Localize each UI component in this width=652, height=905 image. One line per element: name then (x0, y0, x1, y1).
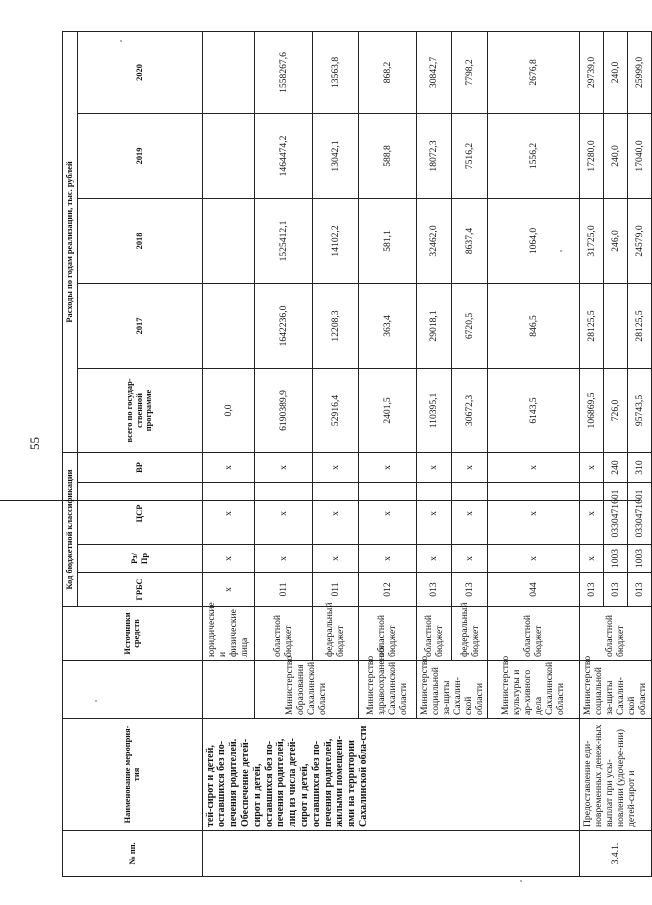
header-executor (63, 661, 203, 719)
y2018-cell: 32462,0 (416, 198, 452, 283)
source-cell: областной бюджет (254, 607, 312, 661)
header-row-1 (63, 31, 78, 876)
y2018-cell: 1064,0 (487, 198, 579, 283)
vr-cell: 240 (603, 452, 627, 482)
y2020-cell: 240,0 (603, 31, 627, 113)
rzpr-cell: x (452, 545, 488, 573)
grbs-cell: 012 (358, 573, 416, 607)
y2019-cell: 588,8 (358, 113, 416, 198)
y2020-cell: 7798,2 (452, 31, 488, 113)
csr-cell: x (358, 483, 416, 545)
header-rzpr: Рз/Пр (77, 545, 202, 573)
rzpr-cell: x (312, 545, 358, 573)
vr-cell: x (487, 452, 579, 482)
grbs-cell: 013 (603, 573, 627, 607)
header-year-2017: 2017 (77, 283, 202, 368)
header-source: Источники средств (63, 607, 203, 661)
y2020-cell: 30842,7 (416, 31, 452, 113)
rzpr-cell: x (416, 545, 452, 573)
y2017-cell (202, 283, 254, 368)
rzpr-cell: x (487, 545, 579, 573)
y2019-cell: 17280,0 (579, 113, 603, 198)
y2018-cell: 246,0 (603, 198, 627, 283)
y2018-cell (202, 198, 254, 283)
y2019-cell: 1464474,2 (254, 113, 312, 198)
y2019-cell (202, 113, 254, 198)
csr-cell: x (416, 483, 452, 545)
total-cell: 6190389,9 (254, 368, 312, 452)
header-name: Наименование мероприя-тия (63, 719, 203, 831)
executor-cell (202, 661, 254, 719)
grbs-cell: 013 (416, 573, 452, 607)
grbs-cell: 013 (627, 573, 651, 607)
csr-cell: x (579, 483, 603, 545)
y2017-cell: 12208,3 (312, 283, 358, 368)
csr-cell: x (254, 483, 312, 545)
source-cell: федеральный бюджет (312, 607, 358, 661)
source-cell: областной бюджет (579, 607, 651, 661)
total-cell: 2401,5 (358, 368, 416, 452)
y2019-cell: 18072,3 (416, 113, 452, 198)
total-cell: 110395,1 (416, 368, 452, 452)
header-total: всего по государ-ственной программе (77, 368, 202, 452)
source-cell: областной бюджет (416, 607, 452, 661)
y2017-cell: 6720,5 (452, 283, 488, 368)
vr-cell: x (579, 452, 603, 482)
vr-cell: 310 (627, 452, 651, 482)
rzpr-cell: x (202, 545, 254, 573)
grbs-cell: 011 (312, 573, 358, 607)
csr-cell: 0330471601 (627, 483, 651, 545)
y2017-cell: 846,5 (487, 283, 579, 368)
source-cell: областной бюджет (358, 607, 416, 661)
scan-speck (520, 880, 522, 882)
y2017-cell: 28125,5 (627, 283, 651, 368)
csr-cell: x (487, 483, 579, 545)
total-cell: 106869,5 (579, 368, 603, 452)
row-number: 3.4.1. (579, 831, 651, 877)
csr-cell: x (202, 483, 254, 545)
vr-cell: x (254, 452, 312, 482)
rzpr-cell: x (254, 545, 312, 573)
total-cell: 0,0 (202, 368, 254, 452)
y2019-cell: 240,0 (603, 113, 627, 198)
table-row (202, 31, 254, 876)
grbs-cell: 013 (452, 573, 488, 607)
vr-cell: x (452, 452, 488, 482)
header-year-2020: 2020 (77, 31, 202, 113)
y2019-cell: 13042,1 (312, 113, 358, 198)
total-cell: 52916,4 (312, 368, 358, 452)
header-expenses: Расходы по годам реализации, тыс. рублей (63, 31, 78, 452)
y2017-cell: 1642236,0 (254, 283, 312, 368)
header-classification: Код бюджетной классификации (63, 452, 78, 606)
source-cell: федеральный бюджет (452, 607, 488, 661)
y2018-cell: 31725,0 (579, 198, 603, 283)
csr-cell: x (312, 483, 358, 545)
vr-cell: x (312, 452, 358, 482)
header-csr: ЦСР (77, 483, 202, 545)
source-cell: областной бюджет (487, 607, 579, 661)
y2020-cell: 29739,0 (579, 31, 603, 113)
page-number: 55 (27, 437, 42, 450)
y2018-cell: 8637,4 (452, 198, 488, 283)
y2019-cell: 1556,2 (487, 113, 579, 198)
grbs-cell: 013 (579, 573, 603, 607)
y2020-cell (202, 31, 254, 113)
executor-cell: Министерство культуры и ар-хивного дела Сахалинской области (487, 661, 579, 719)
rotated-table-container (62, 32, 649, 877)
total-cell: 95743,5 (627, 368, 651, 452)
activity-name: Предоставление еди-новременных денеж-ных выплат при усы-новлении (удочере-нии) детей-сирот и (579, 719, 651, 831)
executor-cell: Министерство социальной за-щиты Сахалин-ской области (579, 661, 651, 719)
header-grbs: ГРБС (77, 573, 202, 607)
source-cell: юридические и физические лица (202, 607, 254, 661)
y2018-cell: 14102,2 (312, 198, 358, 283)
executor-cell: Министерство социальной за-щиты Сахалин-ской области (416, 661, 487, 719)
y2019-cell: 17040,0 (627, 113, 651, 198)
total-cell: 6143,5 (487, 368, 579, 452)
executor-cell: Министерство образования Сахалинской области (254, 661, 358, 719)
y2018-cell: 24579,0 (627, 198, 651, 283)
y2017-cell: 363,4 (358, 283, 416, 368)
table-row (579, 31, 603, 876)
y2020-cell: 2676,8 (487, 31, 579, 113)
executor-cell: Министерство здравоохранения Сахалинской области (358, 661, 416, 719)
y2017-cell: 28125,5 (579, 283, 603, 368)
budget-table (62, 31, 652, 877)
y2020-cell: 1558267,6 (254, 31, 312, 113)
grbs-cell: 044 (487, 573, 579, 607)
header-year-2019: 2019 (77, 113, 202, 198)
y2017-cell (603, 283, 627, 368)
y2018-cell: 1525412,1 (254, 198, 312, 283)
y2017-cell: 29018,1 (416, 283, 452, 368)
rzpr-cell: 1003 (603, 545, 627, 573)
row-number (202, 831, 579, 877)
activity-name: тей-сирот и детей, оставшихся без по-печения родителей. Обеспечение детей-сирот и детей, оставшихся без по-печения родителей, лиц из числа детей-сирот и детей, оставшихся без по-печения родителей, жилыми помещени-ями на территории Сахалинской обла-сти (202, 719, 579, 831)
header-vr: ВР (77, 452, 202, 482)
vr-cell: x (416, 452, 452, 482)
y2020-cell: 13563,8 (312, 31, 358, 113)
grbs-cell: x (202, 573, 254, 607)
header-year-2018: 2018 (77, 198, 202, 283)
vr-cell: x (358, 452, 416, 482)
rzpr-cell: 1003 (627, 545, 651, 573)
total-cell: 726,0 (603, 368, 627, 452)
y2020-cell: 25999,0 (627, 31, 651, 113)
y2018-cell: 581,1 (358, 198, 416, 283)
rzpr-cell: x (579, 545, 603, 573)
y2020-cell: 868,2 (358, 31, 416, 113)
csr-cell: x (452, 483, 488, 545)
y2019-cell: 7516,2 (452, 113, 488, 198)
header-no: № пп. (63, 831, 203, 877)
grbs-cell: 011 (254, 573, 312, 607)
csr-cell: 0330471601 (603, 483, 627, 545)
total-cell: 30672,3 (452, 368, 488, 452)
rzpr-cell: x (358, 545, 416, 573)
vr-cell: x (202, 452, 254, 482)
